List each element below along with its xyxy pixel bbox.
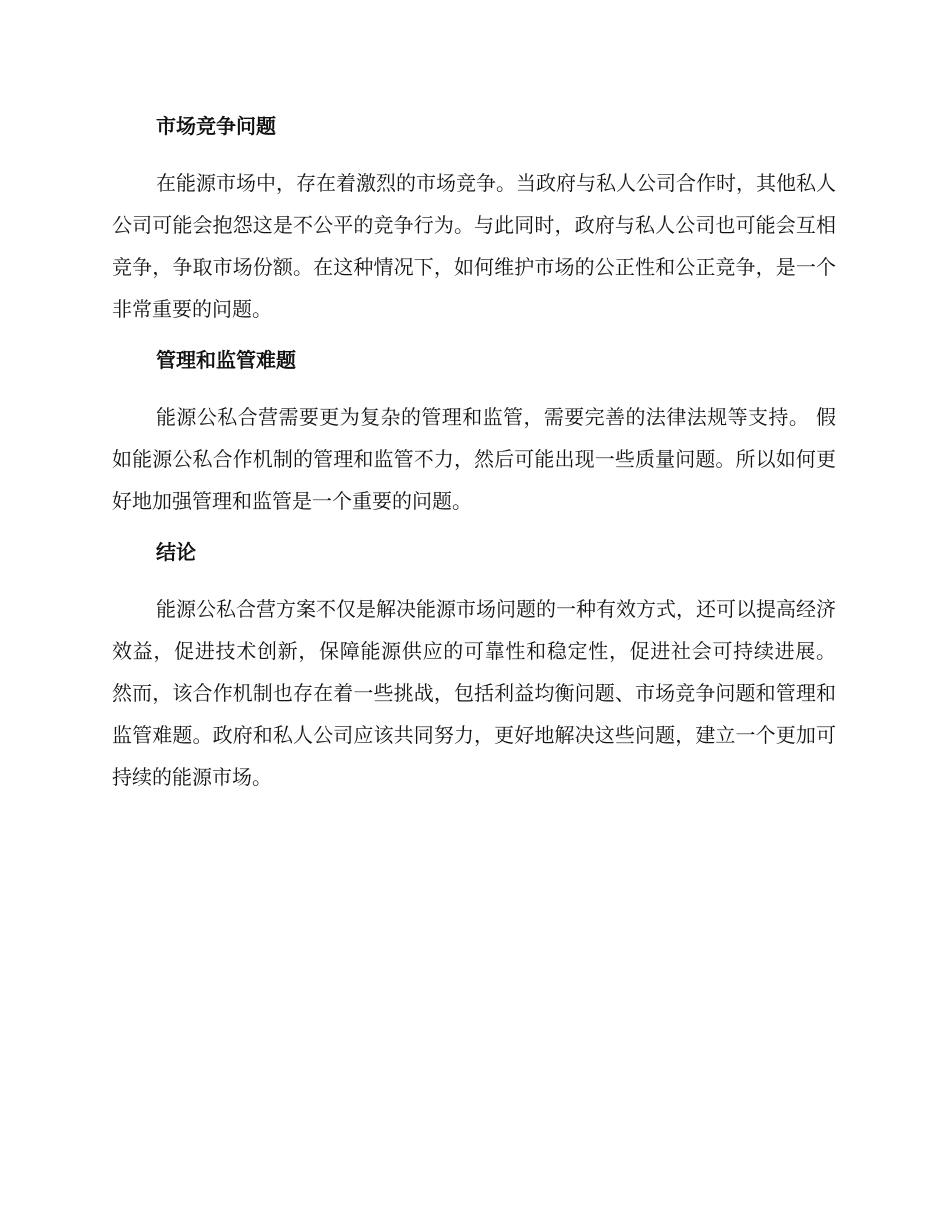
paragraph-conclusion: 能源公私合营方案不仅是解决能源市场问题的一种有效方式，还可以提高经济效益，促进技术创新，保障能源供应的可靠性和稳定性，促进社会可持续进展。 然而，该合作机制也存在着一些挑战，包括利益均衡问题、市场竞争问题和管理和监管难题。政府和私人公司应该共同努力，更好地解决这些问题，建立一个更加可持续的能源市场。 (112, 597, 836, 789)
section-heading-management-regulation: 管理和监管难题 (156, 348, 296, 372)
spacer (112, 522, 836, 536)
paragraph-management-regulation: 能源公私合营需要更为复杂的管理和监管，需要完善的法律法规等支持。 假如能源公私合作机制的管理和监管不力，然后可能出现一些质量问题。所以如何更好地加强管理和监管是一个重要的问题。 (112, 405, 836, 513)
paragraph-market-competition: 在能源市场中，存在着激烈的市场竞争。当政府与私人公司合作时，其他私人公司可能会抱怨这是不公平的竞争行为。与此同时，政府与私人公司也可能会互相竞争，争取市场份额。在这种情况下，如何维护市场的公正性和公正竞争，是一个非常重要的问题。 (112, 171, 836, 321)
spacer (112, 142, 836, 162)
spacer (112, 376, 836, 396)
spacer (112, 330, 836, 344)
section-heading-conclusion: 结论 (156, 540, 196, 564)
spacer (112, 568, 836, 588)
section-heading-market-competition: 市场竞争问题 (156, 114, 276, 138)
document-body (112, 110, 836, 798)
